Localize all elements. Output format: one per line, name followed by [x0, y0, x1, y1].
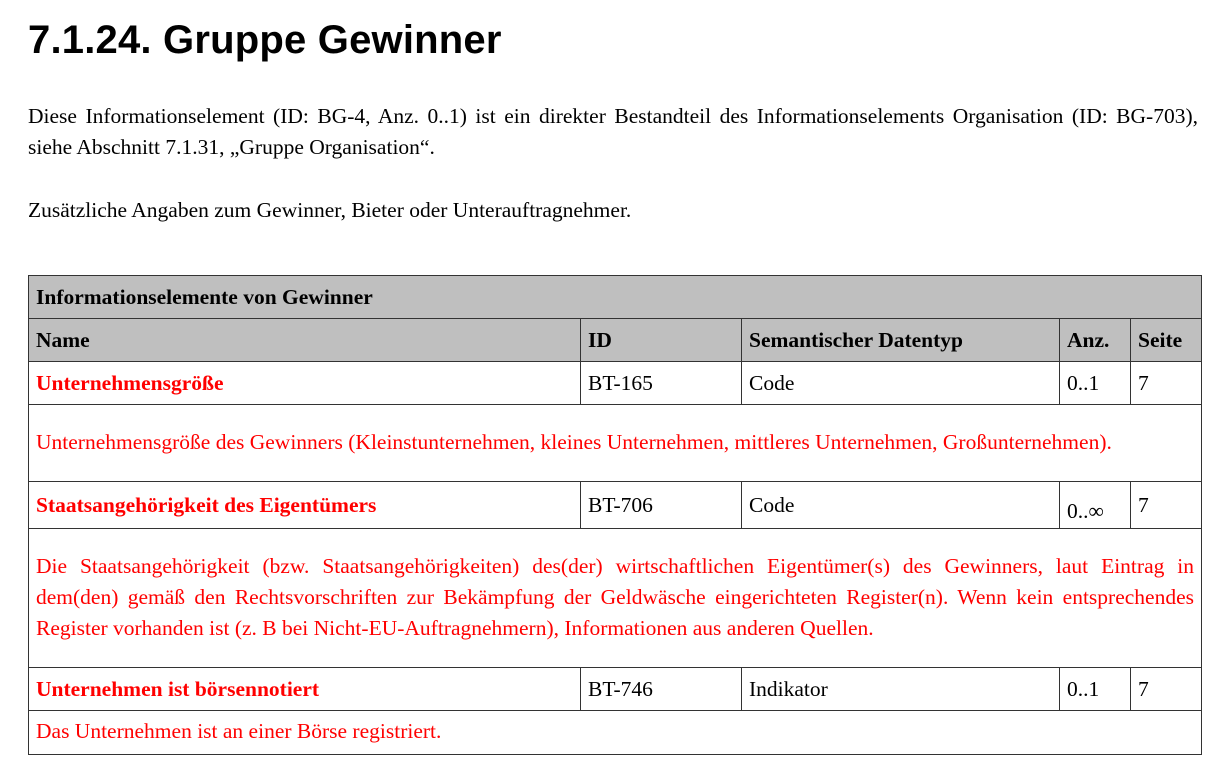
intro-paragraph: Diese Informationselement (ID: BG-4, Anz. 0..1) ist ein direkter Bestandteil des Informationselements Organisation (ID: BG-703), siehe Abschnitt 7.1.31, „Gruppe Organisation“. — [28, 104, 1198, 159]
row-name: Unternehmen ist börsennotiert — [29, 668, 581, 711]
row-id: BT-706 — [581, 482, 742, 529]
row-seite: 7 — [1131, 482, 1202, 529]
header-name: Name — [29, 319, 581, 362]
row-name: Unternehmensgröße — [29, 362, 581, 405]
table-header-row — [29, 319, 1202, 362]
row-anz: 0..1 — [1060, 668, 1131, 711]
row-anz: 0..∞ — [1060, 482, 1131, 529]
table-desc-row — [29, 405, 1202, 482]
table-title: Informationselemente von Gewinner — [29, 276, 1202, 319]
row-id: BT-165 — [581, 362, 742, 405]
table-desc-row — [29, 529, 1202, 668]
row-anz: 0..1 — [1060, 362, 1131, 405]
row-type: Code — [742, 482, 1060, 529]
row-seite: 7 — [1131, 668, 1202, 711]
table-row — [29, 482, 1202, 529]
header-anz: Anz. — [1060, 319, 1131, 362]
description-paragraph: Zusätzliche Angaben zum Gewinner, Bieter oder Unterauftragnehmer. — [28, 198, 632, 222]
table-row — [29, 362, 1202, 405]
header-type: Semantischer Datentyp — [742, 319, 1060, 362]
row-id: BT-746 — [581, 668, 742, 711]
row-type: Indikator — [742, 668, 1060, 711]
section-heading: 7.1.24. Gruppe Gewinner — [28, 18, 502, 62]
table-desc-row — [29, 711, 1202, 755]
row-description: Unternehmensgröße des Gewinners (Kleinstunternehmen, kleines Unternehmen, mittleres Unternehmen, Großunternehmen). — [29, 405, 1202, 482]
header-seite: Seite — [1131, 319, 1202, 362]
row-seite: 7 — [1131, 362, 1202, 405]
table-row — [29, 668, 1202, 711]
info-elements-table — [28, 275, 1202, 755]
row-type: Code — [742, 362, 1060, 405]
row-name: Staatsangehörigkeit des Eigentümers — [29, 482, 581, 529]
row-description: Das Unternehmen ist an einer Börse registriert. — [29, 711, 1202, 755]
table-title-row — [29, 276, 1202, 319]
header-id: ID — [581, 319, 742, 362]
row-description: Die Staatsangehörigkeit (bzw. Staatsangehörigkeiten) des(der) wirtschaftlichen Eigentümer(s) des Gewinners, laut Eintrag in dem(den) gemäß den Rechtsvorschriften zur Bekämpfung der Geldwäsche eingerichteten Register(n). Wenn kein entsprechendes Register vorhanden ist (z. B bei Nicht-EU-Auftragnehmern), Informationen aus anderen Quellen. — [29, 529, 1202, 668]
